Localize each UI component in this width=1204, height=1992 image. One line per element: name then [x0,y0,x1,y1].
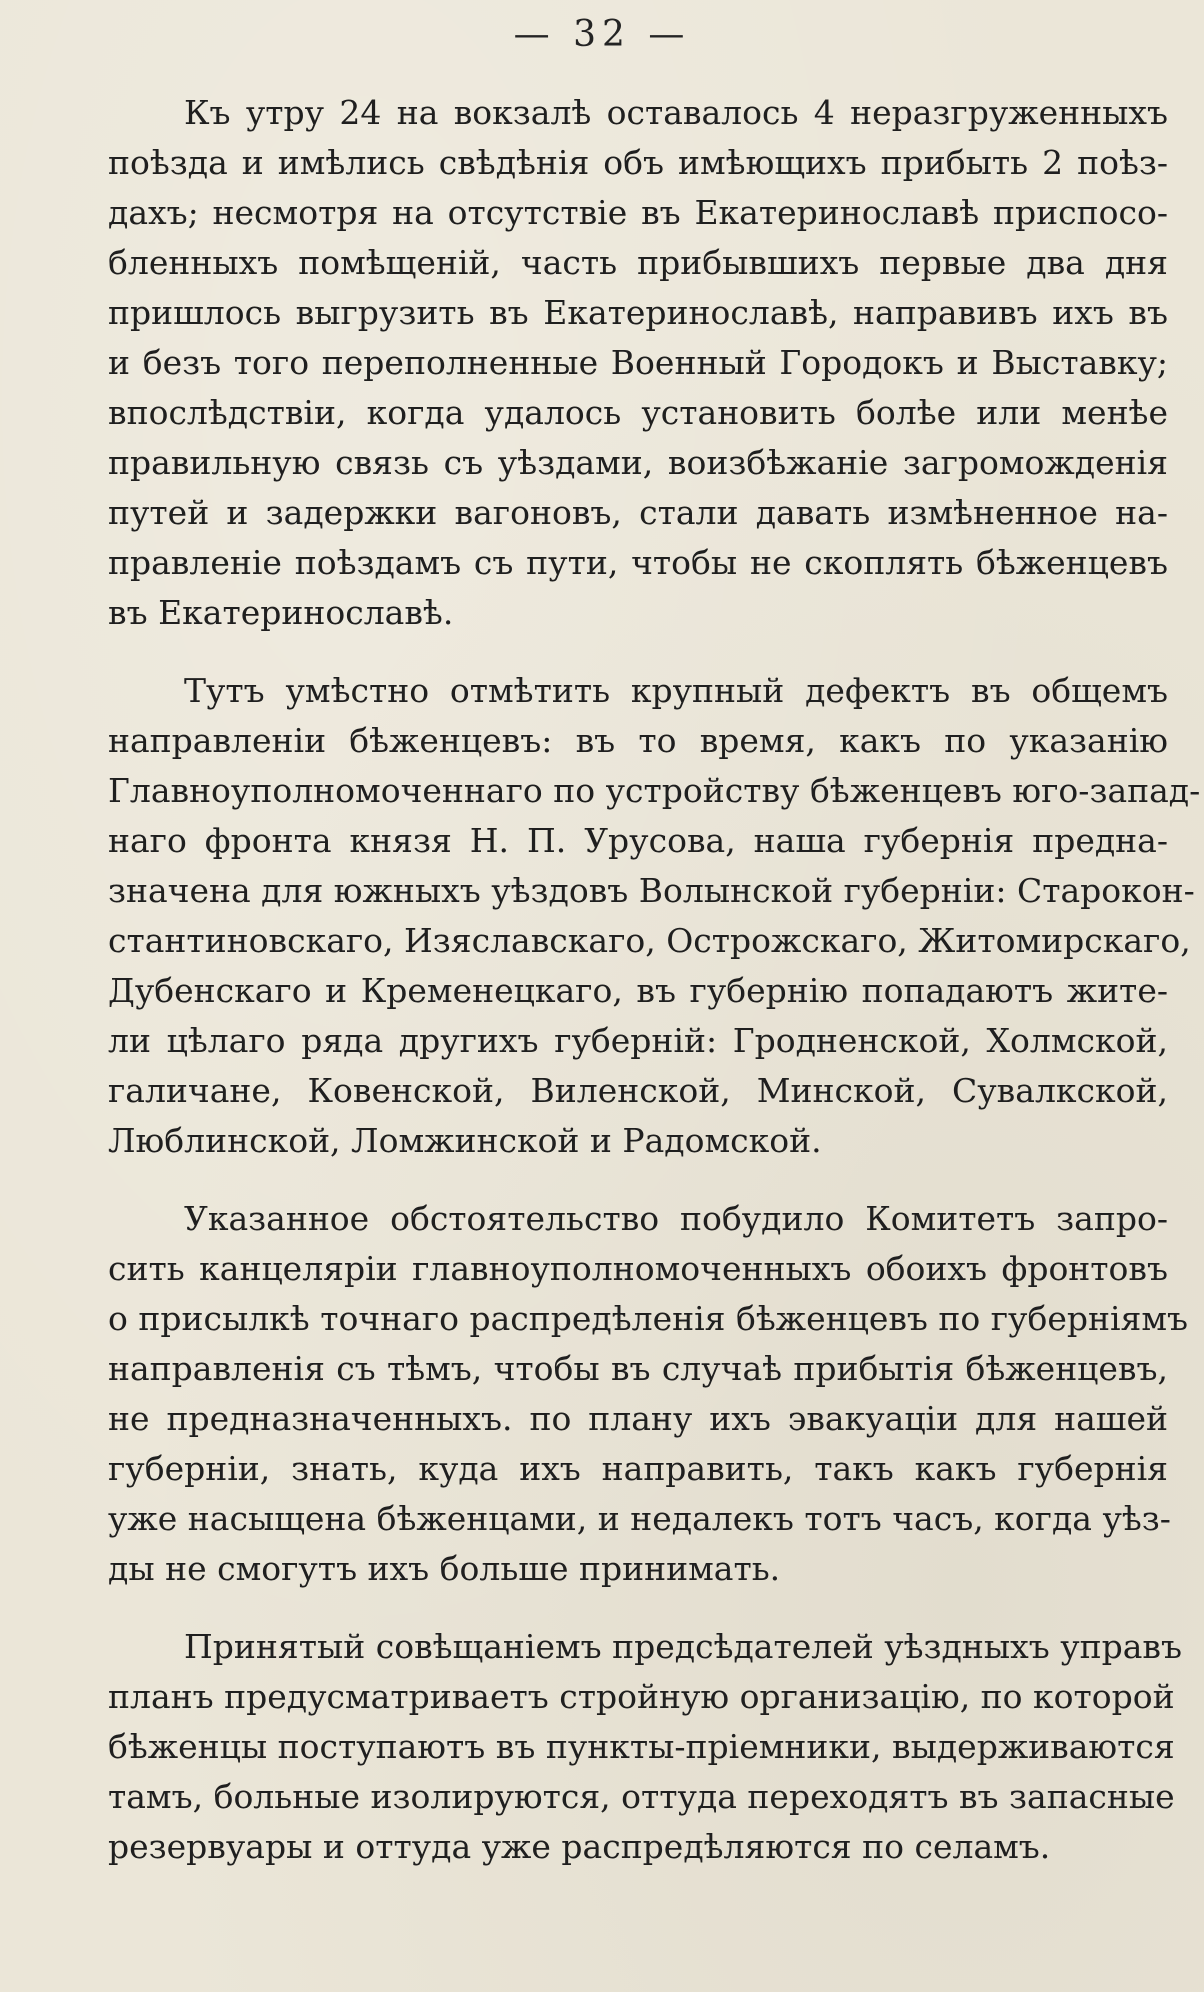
text-line: дахъ; несмотря на отсутствіе въ Екатеринославѣ приспосо- [108,193,1168,232]
text-line: Люблинской, Ломжинской и Радомской. [108,1121,822,1160]
text-line: ли цѣлаго ряда другихъ губерній: Гродненской, Холмской, [108,1021,1168,1060]
text-line: резервуары и оттуда уже распредѣляются по селамъ. [108,1827,1051,1866]
text-line: и безъ того переполненные Военный Городокъ и Выставку; [108,343,1168,382]
text-line: путей и задержки вагоновъ, стали давать измѣненное на- [108,493,1168,532]
text-line: правленіе поѣздамъ съ пути, чтобы не скоплять бѣженцевъ [108,543,1168,582]
text-line: правильную связь съ уѣздами, воизбѣжаніе загроможденія [108,443,1168,482]
text-line: планъ предусматриваетъ стройную организацію, по которой [108,1677,1175,1716]
text-line: поѣзда и имѣлись свѣдѣнія объ имѣющихъ прибыть 2 поѣз- [108,143,1168,182]
text-line: Главноуполномоченнаго по устройству бѣженцевъ юго-запад- [108,771,1201,810]
text-line: въ Екатеринославѣ. [108,593,454,632]
text-line: ды не смогутъ ихъ больше принимать. [108,1549,781,1588]
text-line: Указанное обстоятельство побудило Комитетъ запро- [184,1199,1168,1238]
text-line: значена для южныхъ уѣздовъ Волынской губерніи: Старокон- [108,871,1195,910]
text-line: наго фронта князя Н. П. Урусова, наша губернія предна- [108,821,1168,860]
text-line: Дубенскаго и Кременецкаго, въ губернію попадаютъ жите- [108,971,1168,1010]
text-line: уже насыщена бѣженцами, и недалекъ тотъ часъ, когда уѣз- [108,1499,1171,1538]
text-line: Тутъ умѣстно отмѣтить крупный дефектъ въ общемъ [184,671,1168,710]
text-line: впослѣдствіи, когда удалось установить болѣе или менѣе [108,393,1168,432]
text-line: направленія съ тѣмъ, чтобы въ случаѣ прибытія бѣженцевъ, [108,1349,1168,1388]
text-line: губерніи, знать, куда ихъ направить, такъ какъ губернія [108,1449,1168,1488]
text-line: бѣженцы поступаютъ въ пункты-пріемники, выдерживаются [108,1727,1175,1766]
text-line: Принятый совѣщаніемъ предсѣдателей уѣздныхъ управъ [184,1627,1183,1666]
paragraph [108,1622,1183,1872]
text-line: пришлось выгрузить въ Екатеринославѣ, направивъ ихъ въ [108,293,1168,332]
text-line: тамъ, больные изолируются, оттуда переходятъ въ запасные [108,1777,1175,1816]
paragraph [108,1194,1189,1594]
text-line: не предназначенныхъ. по плану ихъ эвакуаціи для нашей [108,1399,1168,1438]
paragraph [108,88,1168,638]
text-line: о присылкѣ точнаго распредѣленія бѣженцевъ по губерніямъ [108,1299,1189,1338]
text-body [108,88,1201,1900]
text-line: галичане, Ковенской, Виленской, Минской, Сувалкской, [108,1071,1168,1110]
paragraph [108,666,1201,1166]
text-line: сить канцеляріи главноуполномоченныхъ обоихъ фронтовъ [108,1249,1168,1288]
page-number: — 32 — [513,14,691,55]
text-line: направленіи бѣженцевъ: въ то время, какъ по указанію [108,721,1168,760]
text-line: стантиновскаго, Изяславскаго, Острожскаго, Житомирскаго, [108,921,1191,960]
text-line: бленныхъ помѣщеній, часть прибывшихъ первые два дня [108,243,1168,282]
text-line: Къ утру 24 на вокзалѣ оставалось 4 неразгруженныхъ [184,93,1168,132]
